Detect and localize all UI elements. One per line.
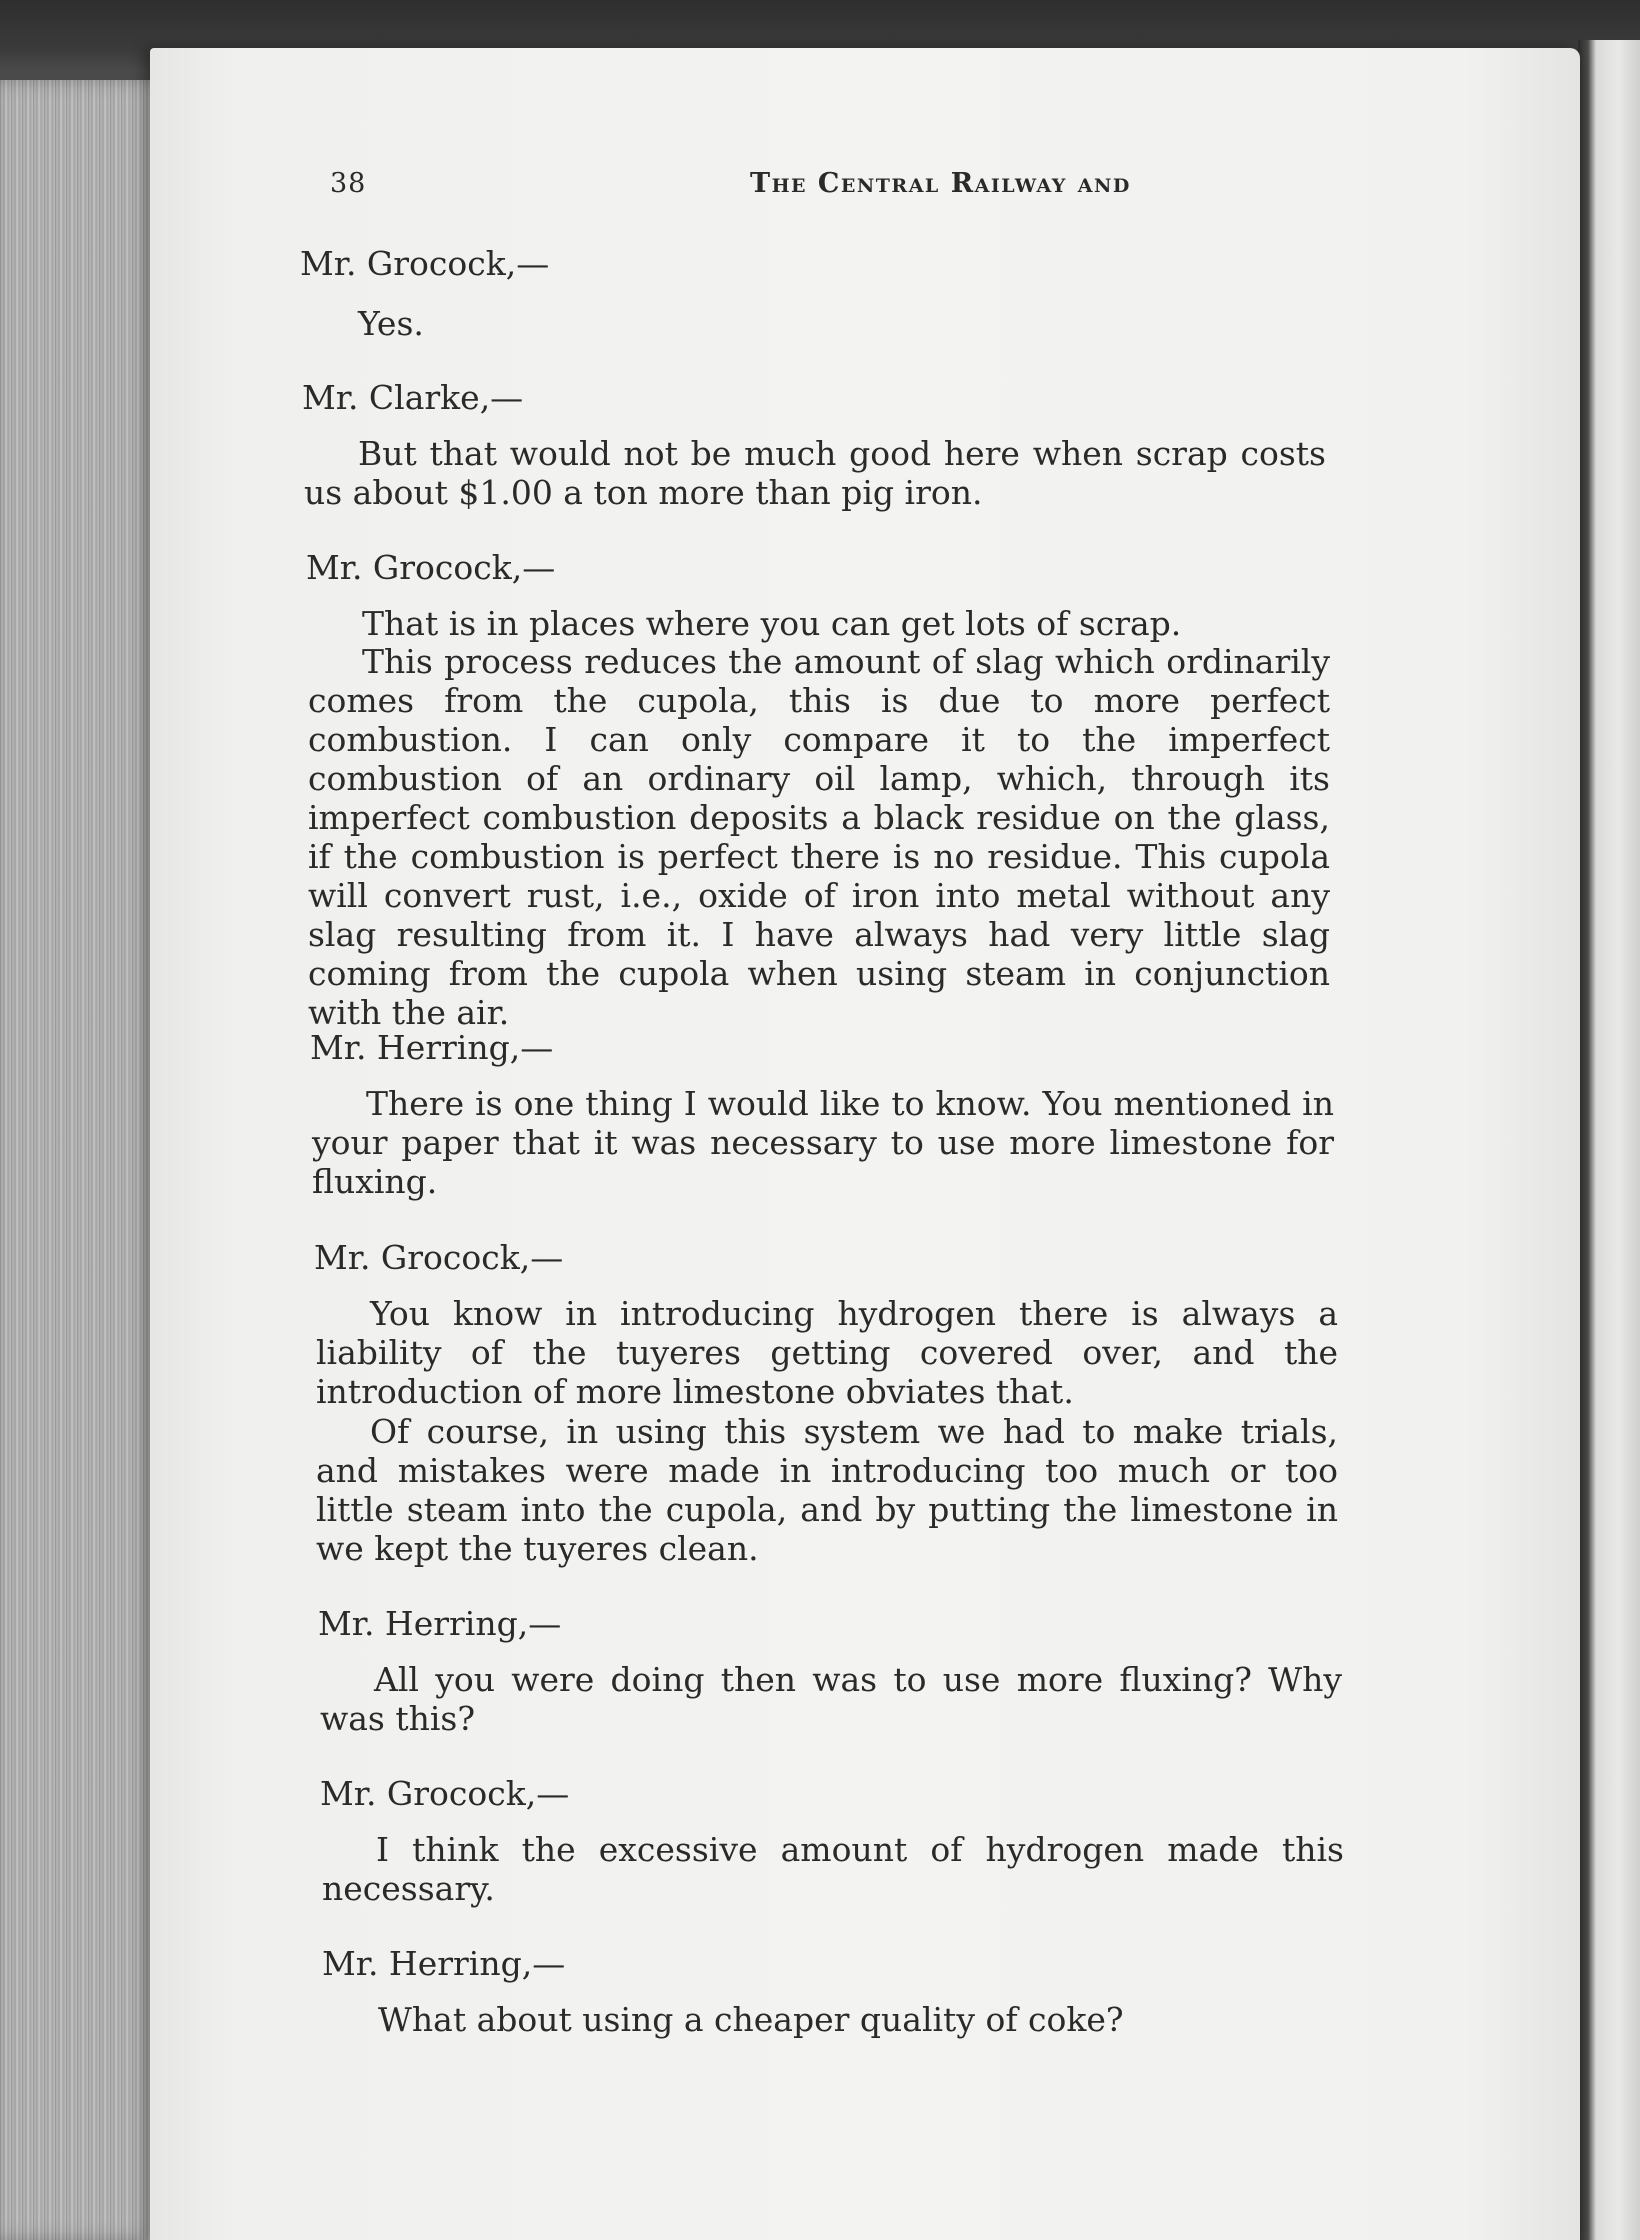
- speaker-label: Mr. Grocock,—: [320, 1774, 570, 1813]
- dialogue-paragraph: This process reduces the amount of slag which ordinarily comes from the cupola, this is due to more perfect combustion. I can only compare it to the imperfect combustion of an ordinary oil lamp, which, through its imperfect combustion deposits a black residue on the glass, if the combustion is perfect there is no residue. This cupola will convert rust, i.e., oxide of iron into metal without any slag resulting from it. I have always had very little slag coming from the cupola when using steam in conjunction with the air.: [308, 642, 1330, 1032]
- book-title: The Central Railway and: [750, 168, 1131, 199]
- speaker-label: Mr. Grocock,—: [306, 548, 556, 587]
- speaker-label: Mr. Herring,—: [318, 1604, 562, 1643]
- dialogue-paragraph: Of course, in using this system we had to make trials, and mistakes were made in introducing too much or too little steam into the cupola, and by putting the limestone in we kept the tuyeres clean.: [316, 1412, 1338, 1568]
- speaker-label: Mr. Clarke,—: [302, 378, 524, 417]
- page-text: [150, 48, 1580, 2240]
- dialogue-paragraph: I think the excessive amount of hydrogen made this necessary.: [322, 1830, 1344, 1908]
- dialogue-paragraph: There is one thing I would like to know. You mentioned in your paper that it was necessary to use more limestone for fluxing.: [312, 1084, 1334, 1201]
- book-right-edge: [1578, 40, 1640, 2240]
- dialogue-paragraph: But that would not be much good here when scrap costs us about $1.00 a ton more than pig iron.: [304, 434, 1326, 512]
- dialogue-paragraph: Yes.: [358, 304, 424, 343]
- running-head: [330, 168, 1230, 218]
- speaker-label: Mr. Herring,—: [322, 1944, 566, 1983]
- speaker-label: Mr. Grocock,—: [314, 1238, 564, 1277]
- dialogue-paragraph: That is in places where you can get lots of scrap.: [362, 604, 1182, 643]
- dialogue-paragraph: You know in introducing hydrogen there is always a liability of the tuyeres getting covered over, and the introduction of more limestone obviates that.: [316, 1294, 1338, 1411]
- dialogue-paragraph: What about using a cheaper quality of coke?: [378, 2000, 1124, 2039]
- dialogue-paragraph: All you were doing then was to use more fluxing? Why was this?: [320, 1660, 1342, 1738]
- page-number: 38: [330, 168, 367, 199]
- speaker-label: Mr. Herring,—: [310, 1028, 554, 1067]
- speaker-label: Mr. Grocock,—: [300, 244, 550, 283]
